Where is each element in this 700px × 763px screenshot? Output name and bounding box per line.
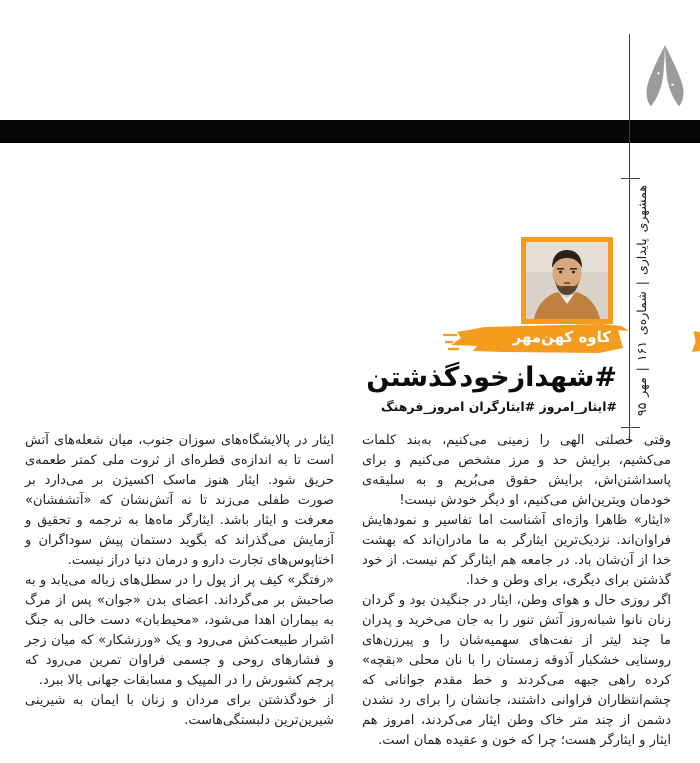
article-column-left (25, 431, 334, 751)
paragraph: «رفتگر» کیف پر از پول را در سطل‌های زباله می‌یابد و به صاحبش بر می‌گرداند. اعضای بدن «جوان» پس از مرگ به بیماران اهدا می‌شود، «محیط‌بان» دست خالی به جنگ اشرار طبیعت‌کش می‌رود و یک «ورزشکار» که میان زجر و فشارهای روحی و جسمی فراوان تمرین می‌رود که پرچم کشورش را در المپیک و مسابقات جهانی بالا ببرد. (25, 573, 334, 688)
magazine-spine-text: همشهری پایداری | شماره‌ی ۱۶۱ | مهر ۹۵ (634, 185, 649, 417)
brush-stroke-fragment (690, 331, 700, 352)
spine-tick-bottom (621, 427, 640, 428)
paragraph: وقتی خصلتی الهی را زمینی می‌کنیم، به‌بند کلمات می‌کشیم، برایش حد و مرز مشخص می‌کنیم و برای پاسداشتن‌اش، برایش حقوق می‌بُریم و به سلیقه‌ی خودمان ویترین‌اش می‌کنیم، او دیگر خودش نیست! (362, 433, 671, 508)
article-body (25, 431, 671, 751)
paragraph: از خودگذشتن برای مردان و زنان با ایمان به شیرینی شیرین‌ترین دلبستگی‌هاست. (25, 693, 334, 728)
author-name-label: کاوه کهن‌مهر (512, 328, 611, 346)
author-photo (521, 237, 613, 324)
spine-tick-top (621, 178, 640, 179)
headline-block (277, 362, 617, 414)
praying-hands-icon (634, 42, 696, 118)
paragraph: «ایثار» ظاهرا واژه‌ای آشناست اما تفاسیر و نمودهایش فراوان‌اند. نزدیک‌ترین ایثارگر به ما مادران‌اند که بهشت خدا از آن‌شان باد. در جامعه هم ایثارگر کم نیست. از خود گذشتن برای دیگری، برای وطن و خدا. (362, 513, 671, 588)
article-hashtags: #ایثار_امروز #ایثارگران امروز_فرهنگ (380, 399, 617, 415)
masthead-bar (0, 120, 700, 143)
spine-divider-line (629, 34, 630, 443)
paragraph: اگر روزی حال و هوای وطن، ایثار در جنگیدن بود و گردان زنان نانوا شبانه‌روز آتش تنور را به جان می‌خرید و پدران ما چند لیتر از نفت‌های سهمیه‌شان را و پیرزن‌های روستایی خشکبار آذوقه زمستان را با نان محلی «بقچه» کرده راهی جبهه می‌کردند و خط مقدم جوانانی که چشم‌انتظاران فراوانی داشتند، جانشان را برای رد نشدن دشمن از چند متر خاک وطن ایثار می‌کردند، امروز هم ایثار و ایثارگر هست؛ چرا که خون و عقیده همان است. (362, 593, 671, 748)
paragraph: ایثار در پالایشگاه‌های سوزان جنوب، میان شعله‌های آتش است تا به اندازه‌ی قطره‌ای از ثروت ملی کمتر طعمه‌ی حریق شود. ایثار هنوز ماسک اکسیژن بر می‌دارد بر صورت طفلی می‌زند تا نه آتش‌نشان که «آتشفشان» معرفت و ایثار باشد. ایثارگر ماه‌ها به ترجمه و تحقیق و آزمایش می‌گذراند که بگوید دستمان پیش سوداگران و اختاپوس‌های تجارت دارو و درمان دنیا دراز نیست. (25, 433, 334, 568)
article-column-right (362, 431, 671, 751)
author-name-band (443, 323, 629, 354)
article-title: #شهدازخودگذشتن (366, 362, 617, 393)
